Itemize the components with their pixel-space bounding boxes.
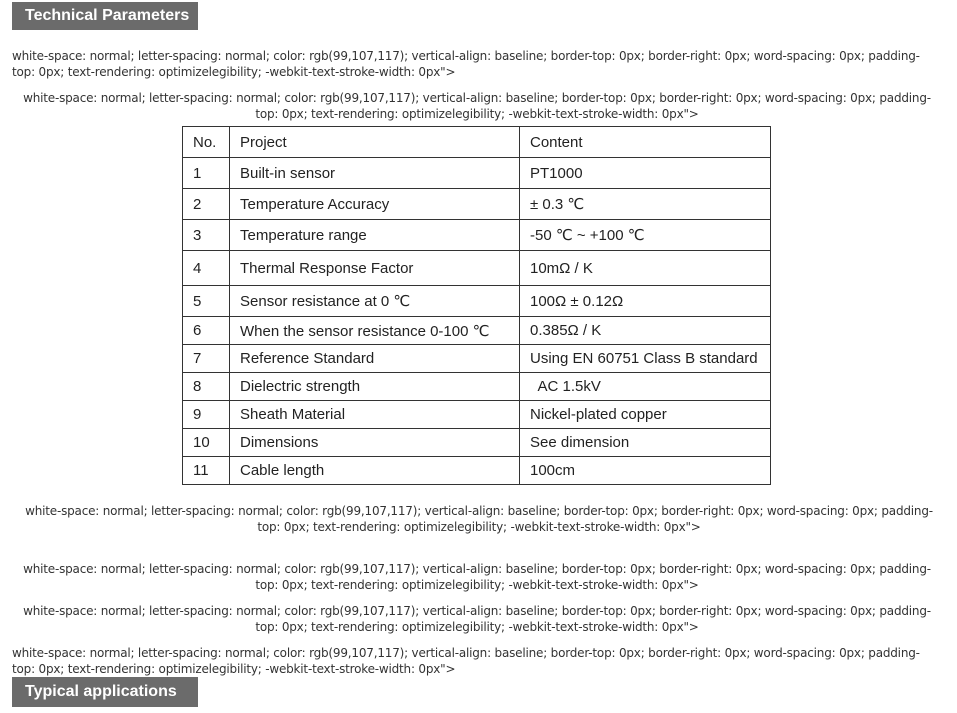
- table-row: [183, 317, 771, 345]
- table-row: [183, 401, 771, 429]
- table-cell: Nickel-plated copper: [520, 401, 771, 429]
- table-cell: Cable length: [230, 457, 520, 485]
- table-row: [183, 345, 771, 373]
- table-cell: 100cm: [520, 457, 771, 485]
- stray-style-text: white-space: normal; letter-spacing: normal; color: rgb(99,107,117); vertical-align: baseline; border-top: 0px; border-right: 0px; word-spacing: 0px; padding-top: 0px; text-rendering: optimizelegibility; -webkit-text-stroke-width: 0px">: [25, 504, 933, 534]
- table-row: [183, 373, 771, 401]
- table-cell: Dielectric strength: [230, 373, 520, 401]
- stray-style-text: white-space: normal; letter-spacing: normal; color: rgb(99,107,117); vertical-align: baseline; border-top: 0px; border-right: 0px; word-spacing: 0px; padding-top: 0px; text-rendering: optimizelegibility; -webkit-text-stroke-width: 0px">: [23, 91, 931, 121]
- section-header-technical-parameters: Technical Parameters: [12, 2, 198, 30]
- table-header-row: [183, 127, 771, 158]
- stray-style-text: white-space: normal; letter-spacing: normal; color: rgb(99,107,117); vertical-align: baseline; border-top: 0px; border-right: 0px; word-spacing: 0px; padding-top: 0px; text-rendering: optimizelegibility; -webkit-text-stroke-width: 0px">: [12, 646, 920, 676]
- table-cell: -50 ℃ ~ +100 ℃: [520, 220, 771, 251]
- table-cell: 5: [183, 286, 230, 317]
- section-header-typical-applications: Typical applications: [12, 677, 198, 707]
- stray-style-text: white-space: normal; letter-spacing: normal; color: rgb(99,107,117); vertical-align: baseline; border-top: 0px; border-right: 0px; word-spacing: 0px; padding-top: 0px; text-rendering: optimizelegibility; -webkit-text-stroke-width: 0px">: [23, 604, 931, 634]
- table-row: [183, 286, 771, 317]
- table-header-cell: No.: [183, 127, 230, 158]
- table-cell: 2: [183, 189, 230, 220]
- table-row: [183, 189, 771, 220]
- table-row: [183, 158, 771, 189]
- table-cell: When the sensor resistance 0-100 ℃: [230, 317, 520, 345]
- table-cell: 11: [183, 457, 230, 485]
- table-cell: Thermal Response Factor: [230, 251, 520, 286]
- table-cell: Temperature Accuracy: [230, 189, 520, 220]
- table-cell: Using EN 60751 Class B standard: [520, 345, 771, 373]
- table-cell: 6: [183, 317, 230, 345]
- table-cell: Temperature range: [230, 220, 520, 251]
- table-cell: 10mΩ / K: [520, 251, 771, 286]
- table-cell: AC 1.5kV: [520, 373, 771, 401]
- table-cell: ± 0.3 ℃: [520, 189, 771, 220]
- table-cell: 7: [183, 345, 230, 373]
- table-cell: 100Ω ± 0.12Ω: [520, 286, 771, 317]
- table-header-cell: Content: [520, 127, 771, 158]
- table-cell: 9: [183, 401, 230, 429]
- table-cell: Dimensions: [230, 429, 520, 457]
- stray-style-text: white-space: normal; letter-spacing: normal; color: rgb(99,107,117); vertical-align: baseline; border-top: 0px; border-right: 0px; word-spacing: 0px; padding-top: 0px; text-rendering: optimizelegibility; -webkit-text-stroke-width: 0px">: [23, 562, 931, 592]
- table-row: [183, 220, 771, 251]
- table-cell: 3: [183, 220, 230, 251]
- table-cell: Built-in sensor: [230, 158, 520, 189]
- table-cell: 10: [183, 429, 230, 457]
- table-header-cell: Project: [230, 127, 520, 158]
- table-cell: 1: [183, 158, 230, 189]
- technical-parameters-table: [182, 126, 771, 485]
- table-cell: 0.385Ω / K: [520, 317, 771, 345]
- table-cell: Sensor resistance at 0 ℃: [230, 286, 520, 317]
- table-row: [183, 251, 771, 286]
- table-cell: Sheath Material: [230, 401, 520, 429]
- table-row: [183, 457, 771, 485]
- table-row: [183, 429, 771, 457]
- table-cell: 8: [183, 373, 230, 401]
- table-cell: Reference Standard: [230, 345, 520, 373]
- table-cell: 4: [183, 251, 230, 286]
- table-cell: PT1000: [520, 158, 771, 189]
- stray-style-text: white-space: normal; letter-spacing: normal; color: rgb(99,107,117); vertical-align: baseline; border-top: 0px; border-right: 0px; word-spacing: 0px; padding-top: 0px; text-rendering: optimizelegibility; -webkit-text-stroke-width: 0px">: [12, 49, 920, 79]
- table-cell: See dimension: [520, 429, 771, 457]
